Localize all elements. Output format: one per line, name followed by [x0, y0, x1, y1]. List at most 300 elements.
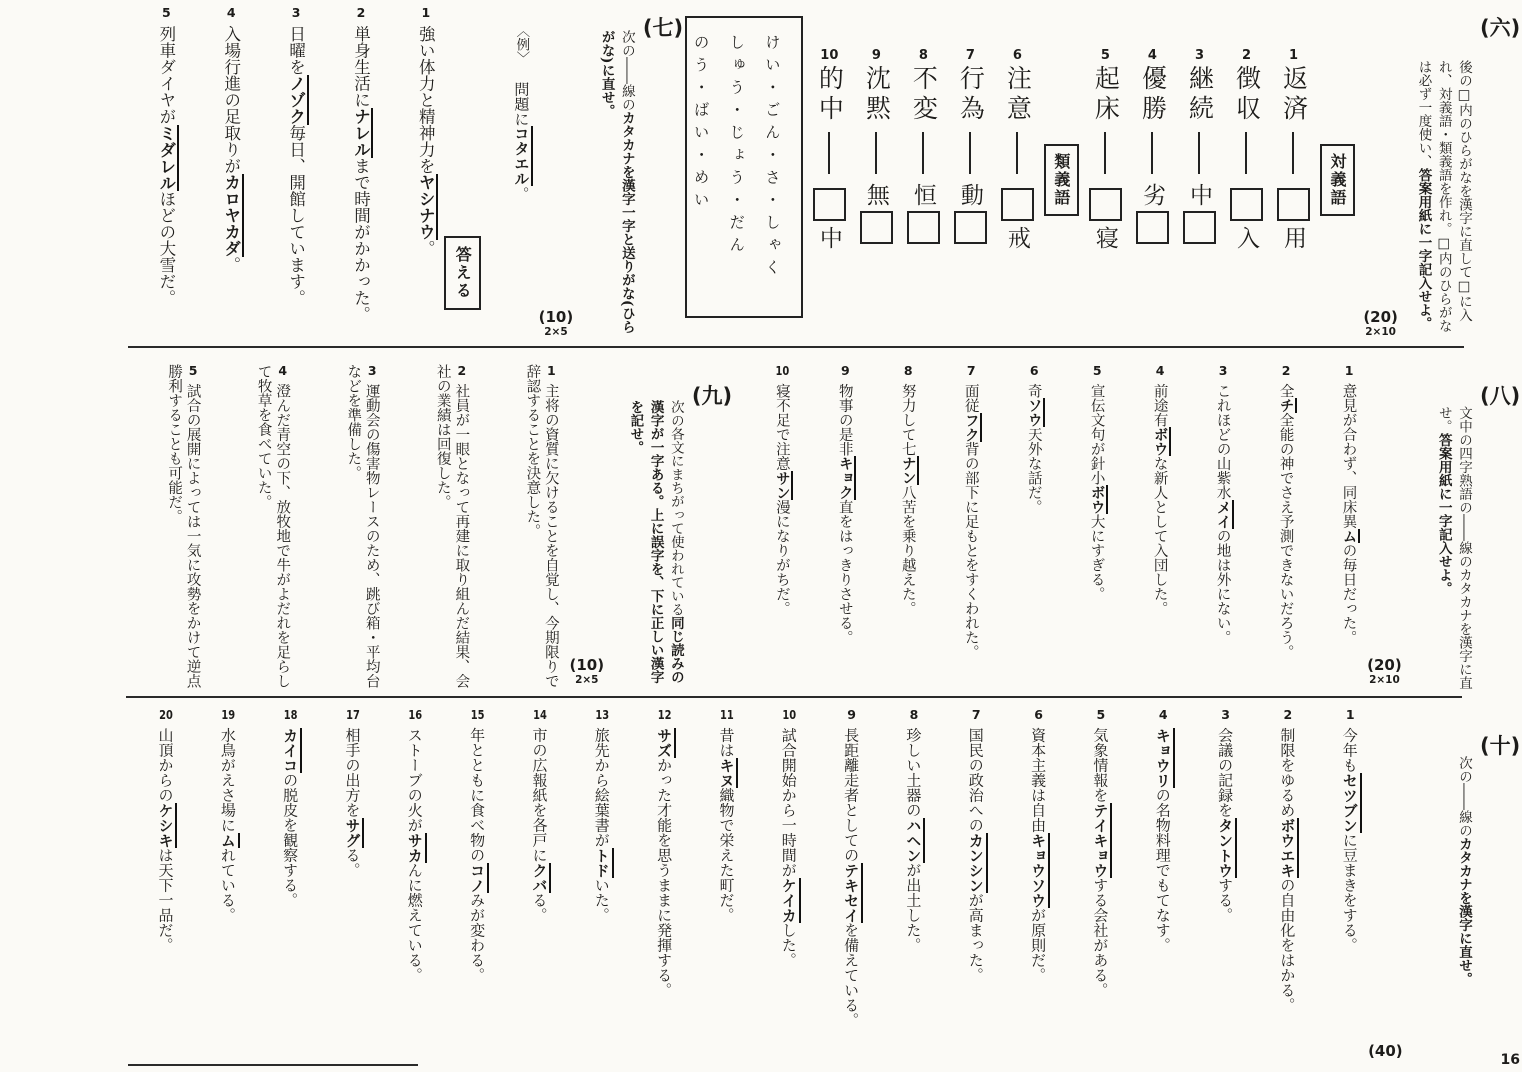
katakana-mark: カロヤカダ	[222, 174, 244, 257]
katakana-mark: ノゾク	[287, 75, 309, 125]
question-number: 7	[971, 708, 981, 721]
hiragana-bank-column: しゅう・じょう・だん	[727, 34, 746, 259]
question-text-pre: 山頂からの	[156, 727, 175, 803]
question-number: 4	[226, 6, 236, 19]
question-text-post: 直をはっきりさせる。	[836, 499, 853, 645]
connector-line	[969, 132, 971, 174]
katakana-mark: ソウ	[1026, 398, 1045, 427]
question-number: 7	[966, 364, 976, 377]
question-text-post: に豆まきをする。	[1340, 832, 1359, 953]
katakana-mark: ケイカ	[780, 878, 801, 923]
pair-word: 返済	[1279, 65, 1309, 125]
question-number: 2	[356, 6, 366, 19]
question-text-post: 背の部下に足もとをすくわれた。	[962, 441, 979, 659]
question-number: 3	[367, 364, 377, 377]
pair-char-above-box: 無	[862, 183, 889, 206]
pair-char-below-box: 中	[815, 226, 842, 249]
question-number: 2	[1281, 364, 1291, 377]
connector-line	[1292, 132, 1294, 174]
katakana-mark: タントウ	[1216, 818, 1237, 878]
answer-box	[1001, 188, 1034, 221]
question-text-post: を備えている。	[842, 922, 861, 1028]
bottom-partial-line	[128, 1064, 418, 1066]
question-number: 20	[159, 708, 173, 721]
section-9-instructions	[614, 352, 686, 690]
question-item	[430, 702, 486, 1064]
question-number: 12	[657, 708, 672, 721]
antonym-pair-item	[1179, 4, 1220, 342]
pair-char-above-box: 動	[956, 183, 983, 206]
question-text-post: の脱皮を観察する。	[281, 772, 300, 908]
katakana-mark: ボウ	[1089, 485, 1108, 514]
question-number: 14	[533, 708, 547, 721]
question-number: 2	[457, 364, 467, 377]
question-item	[617, 702, 673, 1064]
example-text-post: 。	[512, 186, 531, 202]
pair-number: 3	[1194, 48, 1204, 63]
katakana-mark: キョウリ	[1154, 728, 1175, 788]
section-6-score	[1361, 308, 1400, 342]
band-separator-line	[126, 696, 1462, 698]
hiragana-bank	[685, 16, 803, 318]
antonym-pair-item	[1132, 4, 1173, 342]
question-item	[208, 352, 292, 690]
question-text-pre: 意見が合わず、同床異	[1340, 383, 1357, 529]
section-7-score	[536, 308, 575, 342]
answer-box	[1089, 188, 1122, 221]
question-text-pre: 全	[1277, 383, 1294, 398]
question-text-pre: 寝不足で注意	[773, 383, 790, 471]
pair-word: 起床	[1091, 65, 1121, 125]
question-number: 3	[291, 6, 301, 19]
antonym-pair-item	[1226, 4, 1267, 342]
question-text-pre: 年とともに食べ物の	[468, 727, 487, 863]
pair-word: 沈黙	[862, 65, 892, 125]
example-label: 〈例〉	[513, 24, 530, 65]
instruction-text-bold: カタカナを漢字に直せ。	[1456, 837, 1472, 986]
connector-line	[1198, 132, 1200, 174]
question-text: 澄んだ青空の下、放牧地で牛がよだれを足らして牧草を食べていた。	[255, 364, 291, 688]
example-katakana-mark: コタエル	[512, 126, 533, 186]
katakana-mark: ナン	[900, 456, 919, 485]
question-item	[1301, 352, 1358, 690]
instruction-text-bold: カタカナを漢字一字と送りがな(ひらがな)に直せ。	[598, 30, 635, 334]
katakana-mark: サカ	[406, 833, 427, 863]
pair-number: 5	[1100, 48, 1110, 63]
question-text-post: する会社がある。	[1091, 877, 1110, 998]
katakana-mark: クバ	[530, 863, 551, 893]
question-text-post: 全能の神でさえ予測できないだろう。	[1277, 412, 1294, 659]
section-6-instructions	[1406, 4, 1474, 342]
question-text-pre: 面従	[962, 383, 979, 413]
pair-word: 徴収	[1232, 65, 1262, 125]
score-points: (10)	[538, 308, 574, 326]
answer-box	[907, 211, 940, 244]
score-points: (10)	[569, 656, 605, 674]
question-number: 5	[188, 364, 198, 377]
pair-char-below-box: 用	[1279, 226, 1306, 249]
section-10-instructions	[1412, 702, 1474, 1064]
section-8-instructions	[1411, 352, 1474, 690]
section-6-heading: (六)	[1480, 16, 1521, 40]
example-text-pre: 問題に	[512, 81, 531, 127]
instruction-text-bold: 答案用紙に一字記入せよ。	[1415, 168, 1432, 330]
section-7-instructions	[582, 4, 637, 342]
katakana-mark: チ	[1278, 398, 1297, 413]
katakana-mark: キョウソウ	[1029, 833, 1050, 908]
synonym-group-label: 類義語	[1044, 144, 1079, 216]
question-number: 16	[408, 708, 423, 721]
pair-word: 的中	[815, 65, 845, 125]
question-item	[991, 702, 1047, 1064]
question-text-post: の自由化をはかる。	[1278, 877, 1297, 1013]
question-number: 5	[1092, 364, 1102, 377]
question-text-pre: 長距離走者としての	[842, 727, 861, 863]
question-item	[297, 352, 381, 690]
section-10-heading: (十)	[1480, 734, 1521, 758]
answer-box	[1136, 211, 1169, 244]
question-text-post: する。	[1216, 877, 1235, 923]
question-item	[1178, 702, 1234, 1064]
question-text-post: 毎日、開館しています。	[286, 124, 306, 306]
katakana-mark: サン	[774, 471, 793, 500]
question-number: 17	[346, 708, 360, 721]
question-number: 1	[421, 6, 431, 19]
katakana-mark: ケシキ	[156, 803, 177, 848]
question-text-pre: 努力して七	[899, 383, 916, 456]
question-item	[243, 702, 299, 1064]
katakana-mark: フク	[963, 413, 982, 442]
pair-number: 4	[1147, 48, 1157, 63]
instruction-text: 次の――線の	[1456, 756, 1472, 837]
instruction-text: 次の各文にまちがって使われている	[667, 400, 684, 616]
pair-char-above-box: 劣	[1138, 183, 1165, 206]
synonym-pair-item	[903, 4, 944, 342]
question-item	[804, 702, 860, 1064]
pair-char-below-box: 戒	[1003, 226, 1030, 249]
question-number: 6	[1034, 708, 1043, 721]
question-text-pre: 資本主義は自由	[1029, 727, 1048, 833]
katakana-mark: カイコ	[281, 728, 302, 773]
katakana-mark: カンシン	[967, 833, 988, 893]
instruction-text-bold: 同じ読みの漢字が一字ある。上に誤字を、下に正しい漢字を記せ。	[627, 400, 684, 684]
question-text-pre: ストーブの火が	[405, 727, 424, 833]
question-item	[476, 352, 560, 690]
connector-line	[875, 132, 877, 174]
question-item	[367, 702, 423, 1064]
instruction-text: 文中の四字熟語の――線のカタカナを漢字に直せ。	[1435, 406, 1472, 690]
antonym-group-label: 対義語	[1320, 144, 1355, 216]
katakana-mark: ナレル	[351, 108, 373, 158]
question-text-pre: 宣伝文句が針小	[1088, 383, 1105, 485]
question-number: 5	[1096, 708, 1106, 721]
score-points: (20)	[1367, 656, 1402, 674]
katakana-mark: ボウエキ	[1278, 818, 1299, 878]
question-text-pre: 試合開始から一時間が	[779, 727, 798, 878]
question-item	[679, 702, 735, 1064]
question-number: 11	[720, 708, 734, 721]
score-points: (40)	[1368, 1042, 1403, 1060]
connector-line	[828, 132, 830, 174]
pair-number: 8	[918, 48, 928, 63]
question-text-pre: 強い体力と精神力を	[416, 25, 436, 174]
score-breakdown: 2×10	[1365, 326, 1396, 338]
section-10-score	[1365, 1042, 1406, 1064]
score-breakdown: 2×10	[1369, 674, 1400, 686]
question-number: 13	[595, 708, 610, 721]
question-item	[313, 4, 372, 342]
question-text: 社員が一眼となって再建に取り組んだ結果、会社の業績は回復した。	[434, 364, 470, 688]
section-9-score	[566, 656, 608, 690]
question-text-pre: 国民の政治への	[966, 727, 985, 833]
question-number: 2	[1283, 708, 1293, 721]
question-text-pre: 入場行進の足取りが	[221, 25, 241, 174]
question-item	[923, 352, 980, 690]
katakana-mark: テキセイ	[842, 863, 863, 923]
question-text-post: の地は外にない。	[1214, 528, 1231, 645]
question-text-pre: 会議の記録を	[1216, 727, 1235, 818]
question-item	[741, 702, 797, 1064]
question-item	[797, 352, 854, 690]
question-text: 運動会の傷害物レースのため、跳び箱・平均台などを準備した。	[345, 364, 380, 688]
question-text-pre: 奇	[1025, 383, 1042, 398]
question-text-pre: 列車ダイヤが	[156, 25, 176, 125]
question-text-post: 。	[221, 256, 241, 273]
question-text-post: した。	[779, 922, 798, 968]
question-text-pre: 前途有	[1151, 383, 1168, 427]
question-item	[1238, 352, 1295, 690]
question-text: 試合の展開によっては一気に攻勢をかけて逆点勝利することも可能だ。	[166, 364, 201, 688]
question-text-post: かった才能を思うままに発揮する。	[655, 757, 674, 998]
question-text-post: 八苦を乗り越えた。	[899, 485, 916, 616]
question-number: 18	[283, 708, 298, 721]
answer-box	[954, 211, 987, 244]
katakana-mark: ボウ	[1152, 427, 1171, 456]
connector-line	[1104, 132, 1106, 174]
katakana-mark: ム	[1341, 529, 1360, 544]
band-sections-8-9	[118, 352, 1521, 690]
question-text-post: る。	[343, 847, 362, 878]
question-item	[248, 4, 307, 342]
question-text-post: ほどの大雪だ。	[156, 190, 176, 306]
answer-box	[860, 211, 893, 244]
question-item	[305, 702, 361, 1064]
question-number: 5	[162, 6, 171, 19]
question-text-post: は天下一品だ。	[156, 847, 175, 953]
katakana-mark: ヤシナウ	[416, 174, 438, 240]
pair-number: 6	[1012, 48, 1022, 63]
example-answer-wrap	[442, 4, 483, 342]
answer-box	[1277, 188, 1310, 221]
question-item	[986, 352, 1043, 690]
question-text-pre: 単身生活に	[351, 25, 371, 108]
question-text-post: な新人として入団した。	[1151, 456, 1168, 616]
katakana-mark: ハヘン	[904, 818, 925, 863]
question-item	[1049, 352, 1106, 690]
question-text-pre: 水鳥がえさ場に	[218, 727, 237, 833]
question-number: 8	[903, 364, 913, 377]
question-text-post: まで時間がかかった。	[351, 157, 371, 323]
question-number: 9	[840, 364, 850, 377]
question-text-post: が出土した。	[904, 862, 923, 953]
section-7-heading: (七)	[642, 16, 684, 40]
pair-char-above-box: 中	[1185, 183, 1212, 206]
question-text-post: れている。	[218, 847, 237, 923]
katakana-mark: ミダレル	[157, 125, 179, 191]
question-text-post: いた。	[592, 877, 611, 923]
score-breakdown: 2×5	[575, 674, 599, 686]
question-text-post: みが変わる。	[468, 892, 487, 983]
pair-char-below-box: 入	[1232, 226, 1259, 249]
synonym-pair-item	[809, 4, 850, 342]
question-number: 8	[909, 708, 919, 721]
question-number: 6	[1029, 364, 1039, 377]
connector-line	[1016, 132, 1018, 174]
question-number: 4	[278, 364, 288, 377]
katakana-mark: キヌ	[717, 758, 738, 788]
question-number: 1	[547, 364, 556, 377]
pair-number: 9	[871, 48, 881, 63]
question-text: 主将の資質に欠けることを自覚し、今期限りで辞認することを決意した。	[524, 364, 559, 688]
question-text-pre: 昔は	[717, 727, 736, 758]
katakana-mark: テイキョウ	[1091, 803, 1112, 878]
question-item	[183, 4, 242, 342]
instruction-text-bold: 答案用紙に一字記入せよ。	[1435, 433, 1452, 595]
answer-box	[1230, 188, 1263, 221]
example-answer-box: 答える	[444, 236, 481, 310]
question-item	[180, 702, 236, 1064]
question-item	[377, 4, 436, 342]
question-item	[554, 702, 610, 1064]
hiragana-bank-column: けい・ごん・さ・しゃく	[762, 34, 781, 282]
score-breakdown: 2×5	[544, 326, 568, 338]
katakana-mark: コノ	[468, 863, 489, 893]
katakana-mark: サズ	[655, 728, 676, 758]
pair-word: 行為	[956, 65, 986, 125]
question-number: 1	[1344, 364, 1354, 377]
question-text-pre: これほどの山紫水	[1214, 383, 1231, 500]
band-sections-6-7	[118, 4, 1521, 342]
question-number: 9	[847, 708, 856, 721]
section-8-heading: (八)	[1480, 384, 1521, 408]
question-item	[928, 702, 984, 1064]
question-number: 15	[470, 708, 485, 721]
antonym-pair-item	[1085, 4, 1126, 342]
pair-char-above-box: 恒	[909, 183, 936, 206]
pair-number: 10	[820, 48, 839, 63]
question-text-pre: 今年も	[1340, 727, 1359, 773]
katakana-mark: キョク	[837, 456, 856, 500]
synonym-pair-item	[950, 4, 991, 342]
question-number: 19	[221, 708, 236, 721]
connector-line	[1151, 132, 1153, 174]
hiragana-bank-column: のう・ばい・めい	[691, 34, 710, 214]
question-text-post: んに燃えている。	[405, 862, 424, 983]
katakana-mark: メイ	[1215, 500, 1234, 529]
question-text-post: が高まった。	[966, 892, 985, 983]
katakana-mark: サグ	[343, 818, 364, 848]
section-9-heading: (九)	[691, 384, 733, 408]
score-points: (20)	[1363, 308, 1398, 326]
question-text-post: の毎日だった。	[1340, 543, 1357, 645]
question-item	[734, 352, 791, 690]
question-text-pre: 制限をゆるめ	[1278, 727, 1297, 818]
band-section-10	[118, 702, 1521, 1064]
pair-word: 注意	[1003, 65, 1033, 125]
question-item	[492, 702, 548, 1064]
pair-word: 継続	[1185, 65, 1215, 125]
question-item	[1112, 352, 1169, 690]
synonym-pair-item	[997, 4, 1038, 342]
question-item	[118, 352, 202, 690]
section-8-score	[1364, 656, 1406, 690]
question-text-post: 。	[416, 240, 436, 257]
question-text-post: が原則だ。	[1029, 907, 1048, 983]
synonym-pair-item	[856, 4, 897, 342]
instruction-text: 後の□内のひらがなを漢字に直して□に入れ、対義語・類義語を作れ。□内のひらがなは必ず一度使い、	[1415, 60, 1472, 333]
answer-box	[813, 188, 846, 221]
answer-box	[1183, 211, 1216, 244]
question-number: 3	[1218, 364, 1228, 377]
question-text-pre: 物事の是非	[836, 383, 853, 456]
pair-word: 優勝	[1138, 65, 1168, 125]
question-item	[1302, 702, 1358, 1064]
question-number: 10	[775, 364, 790, 377]
band-separator-line	[128, 346, 1464, 348]
question-text-pre: 相手の出方を	[343, 727, 362, 818]
question-item	[1053, 702, 1109, 1064]
question-item	[387, 352, 471, 690]
question-text-post: 大にすぎる。	[1088, 514, 1105, 601]
question-text-pre: 日曜を	[286, 25, 306, 75]
katakana-mark: トド	[593, 848, 614, 878]
pair-word: 不変	[909, 65, 939, 125]
page-number: 16	[1500, 1052, 1520, 1068]
katakana-mark: ム	[219, 833, 240, 848]
question-item	[118, 4, 177, 342]
question-item	[1240, 702, 1296, 1064]
instruction-text: 次の――線の	[618, 30, 635, 111]
question-text-post: 漫になりがちだ。	[773, 499, 790, 616]
question-number: 4	[1155, 364, 1165, 377]
connector-line	[1245, 132, 1247, 174]
katakana-mark: セツブン	[1341, 773, 1362, 833]
question-item	[118, 702, 174, 1064]
pair-number: 7	[965, 48, 975, 63]
pair-char-below-box: 寝	[1091, 226, 1118, 249]
question-text-pre: 珍しい土器の	[904, 727, 923, 818]
question-item	[860, 352, 917, 690]
question-text-post: の名物料理でもてなす。	[1153, 787, 1172, 953]
connector-line	[922, 132, 924, 174]
question-text-post: 天外な話だ。	[1025, 427, 1042, 514]
antonym-pair-item	[1273, 4, 1314, 342]
question-text-pre: 市の広報紙を各戸に	[530, 727, 549, 863]
question-number: 3	[1221, 708, 1230, 721]
question-number: 1	[1345, 708, 1355, 721]
pair-number: 2	[1241, 48, 1251, 63]
pair-number: 1	[1288, 48, 1299, 63]
example-block	[489, 4, 530, 342]
question-item	[1115, 702, 1171, 1064]
question-item	[1175, 352, 1232, 690]
question-text-post: る。	[530, 892, 549, 923]
question-text-pre: 気象情報を	[1091, 727, 1110, 803]
question-number: 4	[1158, 708, 1168, 721]
question-text-post: 織物で栄えた町だ。	[717, 787, 736, 923]
question-number: 10	[782, 708, 797, 721]
question-item	[866, 702, 922, 1064]
